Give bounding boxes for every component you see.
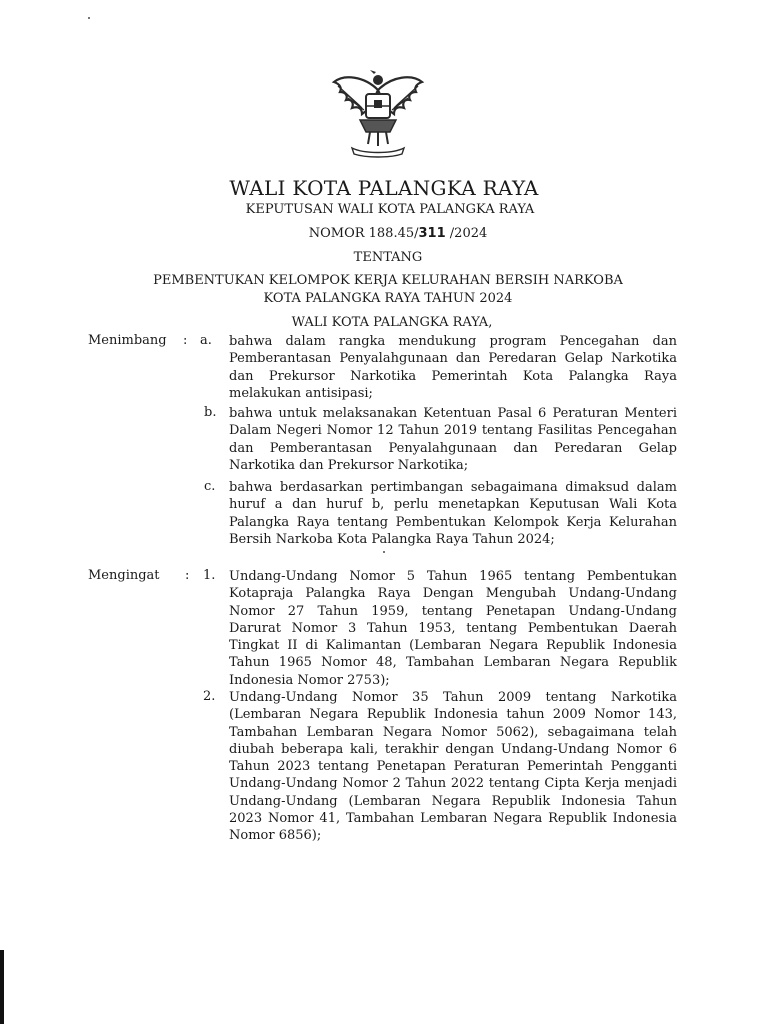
decree-subject-line-1: PEMBENTUKAN KELOMPOK KERJA KELURAHAN BERSIH NARKOBA <box>153 273 623 288</box>
mengingat-marker: 1. <box>203 568 216 583</box>
scan-speck <box>383 551 385 553</box>
mengingat-item-2: Undang-Undang Nomor 35 Tahun 2009 tentang Narkotika (Lembaran Negara Republik Indonesia tahun 2009 Nomor 143, Tambahan Lembaran Negara Nomor 5062), sebagaimana telah diubah beberapa kali, terakhir dengan Undang-Undang Nomor 6 Tahun 2023 tentang Penetapan Peraturan Pemerintah Pengganti Undang-Undang Nomor 2 Tahun 2022 tentang Cipta Kerja menjadi Undang-Undang (Lembaran Negara Republik Indonesia Tahun 2023 Nomor 41, Tambahan Lembaran Negara Republik Indonesia Nomor 6856); <box>229 690 677 844</box>
tentang-heading: TENTANG <box>353 250 423 265</box>
issuer-title: WALI KOTA PALANGKA RAYA <box>229 176 539 200</box>
decree-number-prefix: NOMOR 188.45/ <box>308 226 419 241</box>
menimbang-item-a: bahwa dalam rangka mendukung program Pencegahan dan Pemberantasan Penyalahgunaan dan Peredaran Gelap Narkotika dan Prekursor Narkotika Pemerintah Kota Palangka Raya melakukan antisipasi; <box>229 334 677 401</box>
menimbang-colon: : <box>183 333 188 348</box>
mengingat-marker: 2. <box>203 689 216 704</box>
decree-subject-line-2: KOTA PALANGKA RAYA TAHUN 2024 <box>263 291 513 306</box>
scan-edge-bar <box>0 950 4 1024</box>
decree-number-suffix: /2024 <box>445 226 488 241</box>
garuda-emblem-icon <box>330 68 426 162</box>
mengingat-colon: : <box>185 568 190 583</box>
mengingat-label: Mengingat <box>88 568 160 583</box>
authority-line: WALI KOTA PALANGKA RAYA, <box>291 315 493 330</box>
decree-subtitle: KEPUTUSAN WALI KOTA PALANGKA RAYA <box>245 202 535 217</box>
decree-number-handwritten: 311 <box>418 226 446 241</box>
menimbang-marker: a. <box>200 333 212 348</box>
menimbang-label: Menimbang <box>88 333 167 348</box>
mengingat-item-1: Undang-Undang Nomor 5 Tahun 1965 tentang Pembentukan Kotapraja Palangka Raya Dengan Mengubah Undang-Undang Nomor 27 Tahun 1959, tentang Penetapan Undang-Undang Darurat Nomor 3 Tahun 1953, tentang Pembentukan Daerah Tingkat II di Kalimantan (Lembaran Negara Republik Indonesia Tahun 1965 Nomor 48, Tambahan Lembaran Negara Republik Indonesia Nomor 2753); <box>229 569 677 688</box>
menimbang-item-b: bahwa untuk melaksanakan Ketentuan Pasal 6 Peraturan Menteri Dalam Negeri Nomor 12 Tahun 2019 tentang Fasilitas Pencegahan dan Pemberantasan Penyalahgunaan dan Peredaran Gelap Narkotika dan Prekursor Narkotika; <box>229 406 677 473</box>
menimbang-item-c: bahwa berdasarkan pertimbangan sebagaimana dimaksud dalam huruf a dan huruf b, perlu menetapkan Keputusan Wali Kota Palangka Raya tentang Pembentukan Kelompok Kerja Kelurahan Bersih Narkoba Kota Palangka Raya Tahun 2024; <box>229 480 677 547</box>
menimbang-marker: b. <box>204 405 217 420</box>
scan-speck <box>88 17 90 19</box>
decree-number <box>14 226 768 241</box>
menimbang-marker: c. <box>204 479 216 494</box>
